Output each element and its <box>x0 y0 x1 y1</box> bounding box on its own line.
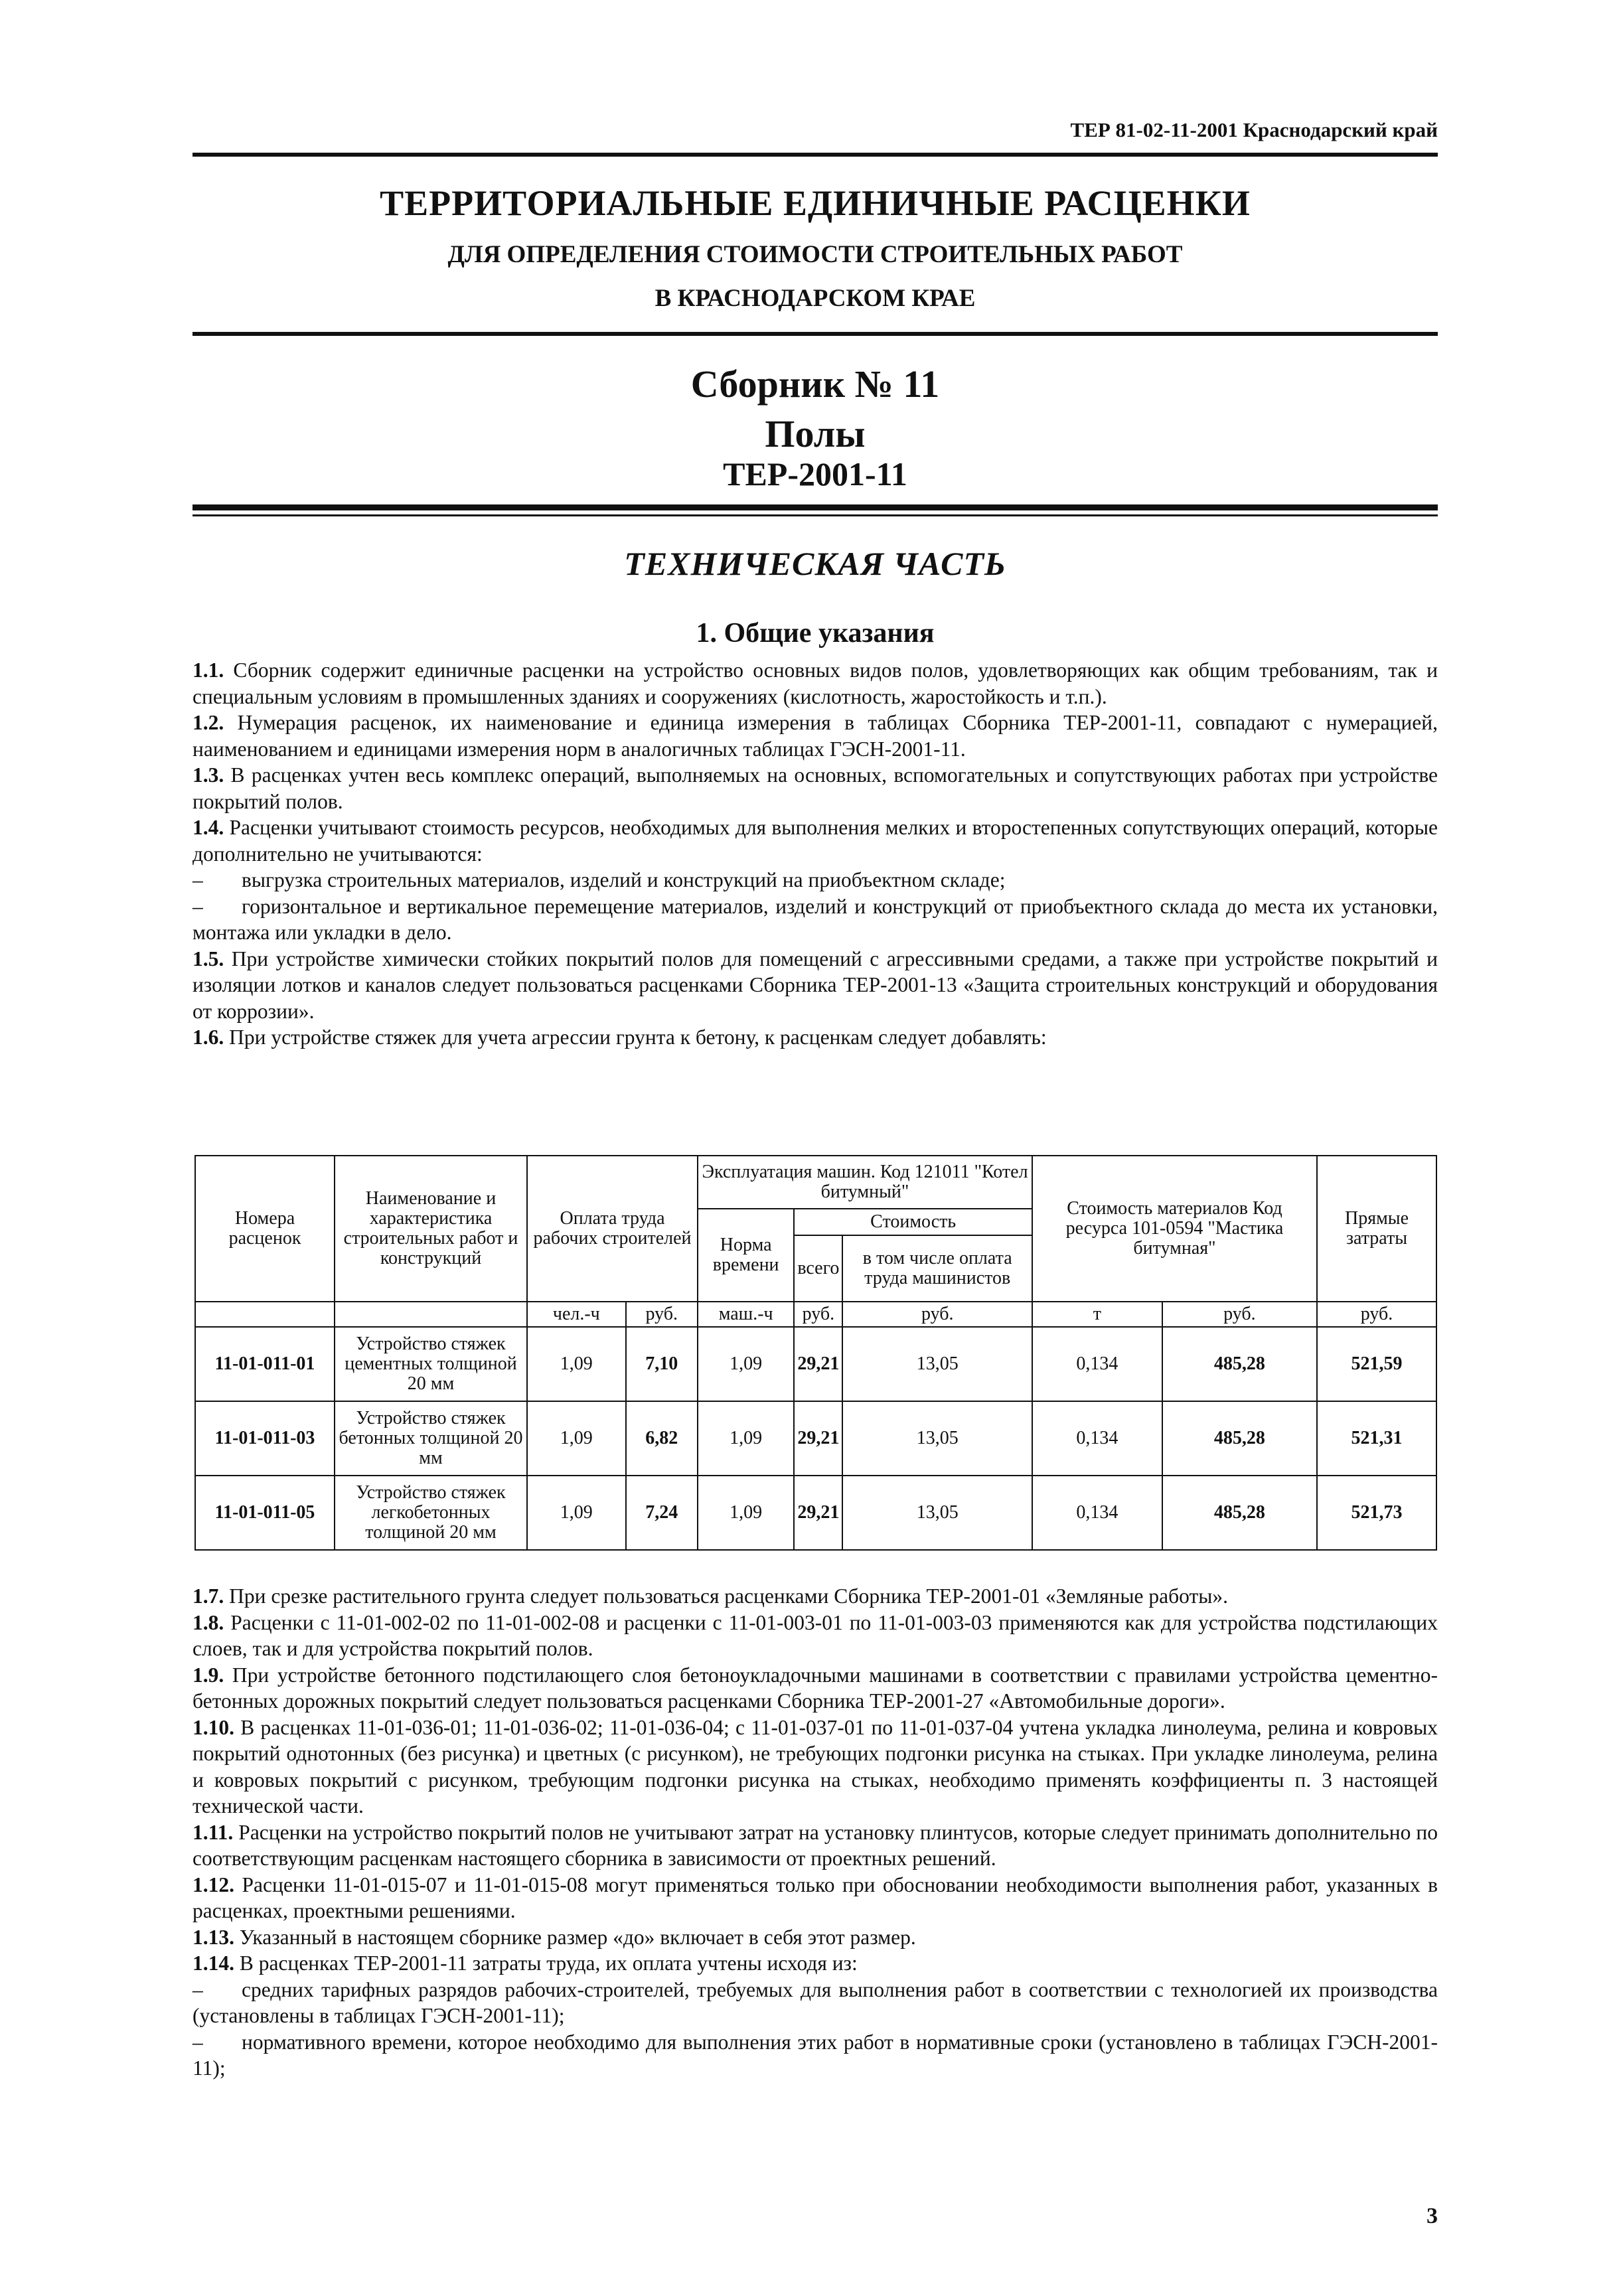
machine-incl: 13,05 <box>842 1476 1032 1550</box>
rate-code: 11-01-011-05 <box>195 1476 335 1550</box>
header-total: всего <box>794 1235 842 1302</box>
paragraph-1-4: 1.4. Расценки учитывают стоимость ресурсов, необходимых для выполнения мелких и второстепенных сопутствующих операций, которые дополнительно не учитываются: <box>193 816 1438 866</box>
header-norm-time: Норма времени <box>698 1209 794 1302</box>
machine-rub: 29,21 <box>794 1327 842 1401</box>
list-item: – нормативного времени, которое необходимо для выполнения этих работ в нормативные сроки (установлено в таблицах ГЭСН-2001-11); <box>193 2030 1438 2080</box>
paragraph-1-1: 1.1. Сборник содержит единичные расценки на устройство основных видов полов, удовлетворяющих как общим требованиям, так и специальным условиям в промышленных зданиях и сооружениях (кислотность, жаростойкость и т.п.). <box>193 658 1438 708</box>
labor-hours: 1,09 <box>527 1327 626 1401</box>
header-direct: Прямые затраты <box>1317 1156 1436 1302</box>
list-item: – выгрузка строительных материалов, изделий и конструкций на приобъектном складе; <box>193 868 1006 891</box>
header-rule <box>193 153 1438 157</box>
unit-cell: руб. <box>626 1302 698 1327</box>
paragraph-1-11: 1.11. Расценки на устройство покрытий полов не учитывают затрат на установку плинтусов, которые следует принимать дополнительно по соответствующим расценкам настоящего сборника в зависимости от проектных решений. <box>193 1820 1438 1870</box>
unit-cell: руб. <box>794 1302 842 1327</box>
paragraph-1-6: 1.6. При устройстве стяжек для учета агрессии грунта к бетону, к расценкам следует добавлять: <box>193 1026 1047 1049</box>
collection-code: ТЕР-2001-11 <box>723 455 907 493</box>
header-machines: Эксплуатация машин. Код 121011 "Котел битумный" <box>698 1156 1032 1209</box>
technical-part-heading: ТЕХНИЧЕСКАЯ ЧАСТЬ <box>624 545 1006 582</box>
unit-cell: руб. <box>1162 1302 1317 1327</box>
paragraph-1-8: 1.8. Расценки с 11-01-002-02 по 11-01-002-08 и расценки с 11-01-003-01 по 11-01-003-03 применяются как для устройства подстилающих слоев, так и для устройства покрытий полов. <box>193 1610 1438 1660</box>
header-cost: Стоимость <box>794 1209 1032 1235</box>
paragraph-1-2: 1.2. Нумерация расценок, их наименование и единица измерения в таблицах Сборника ТЕР-2001-11, совпадают с нумерацией, наименованием и единицами измерения норм в аналогичных таблицах ГЭСН-2001-11. <box>193 711 1438 761</box>
material-t: 0,134 <box>1032 1476 1162 1550</box>
paragraph-1-14: 1.14. В расценках ТЕР-2001-11 затраты труда, их оплата учтены исходя из: <box>193 1952 858 1975</box>
rate-code: 11-01-011-01 <box>195 1327 335 1401</box>
unit-cell: руб. <box>1317 1302 1436 1327</box>
machine-incl: 13,05 <box>842 1327 1032 1401</box>
section-heading: 1. Общие указания <box>696 618 935 649</box>
labor-rub: 7,24 <box>626 1476 698 1550</box>
machine-rub: 29,21 <box>794 1476 842 1550</box>
general-provisions-top <box>193 657 1438 1051</box>
unit-cell-empty <box>335 1302 527 1327</box>
material-rub: 485,28 <box>1162 1401 1317 1476</box>
rate-code: 11-01-011-03 <box>195 1401 335 1476</box>
header-number: Номера расценок <box>195 1156 335 1302</box>
rate-name: Устройство стяжек легкобетонных толщиной 20 мм <box>335 1476 527 1550</box>
rate-name: Устройство стяжек цементных толщиной 20 мм <box>335 1327 527 1401</box>
unit-cell: т <box>1032 1302 1162 1327</box>
labor-hours: 1,09 <box>527 1401 626 1476</box>
material-t: 0,134 <box>1032 1401 1162 1476</box>
collection-rule-thick <box>193 504 1438 510</box>
paragraph-1-5: 1.5. При устройстве химически стойких покрытий полов для помещений с агрессивными средами, а также при устройстве покрытий и изоляции лотков и каналов следует пользоваться расценками Сборника ТЕР-2001-13 «Защита строительных конструкций и оборудования от коррозии». <box>193 947 1438 1023</box>
general-provisions-bottom <box>193 1583 1438 2082</box>
header-labor: Оплата труда рабочих строителей <box>527 1156 698 1302</box>
table-row <box>195 1476 1436 1550</box>
machine-hours: 1,09 <box>698 1401 794 1476</box>
paragraph-1-9: 1.9. При устройстве бетонного подстилающего слоя бетоноукладочными машинами в соответствии с правилами устройства цементно-бетонных дорожных покрытий следует пользоваться расценками Сборника ТЕР-2001-27 «Автомобильные дороги». <box>193 1663 1438 1713</box>
machine-incl: 13,05 <box>842 1401 1032 1476</box>
unit-cell: маш.-ч <box>698 1302 794 1327</box>
main-title: ТЕРРИТОРИАЛЬНЫЕ ЕДИНИЧНЫЕ РАСЦЕНКИ <box>380 183 1251 223</box>
header-incl: в том числе оплата труда машинистов <box>842 1235 1032 1302</box>
header-materials: Стоимость материалов Код ресурса 101-0594 "Мастика битумная" <box>1032 1156 1317 1302</box>
machine-rub: 29,21 <box>794 1401 842 1476</box>
unit-cell: руб. <box>842 1302 1032 1327</box>
collection-rule-thin <box>193 514 1438 516</box>
material-rub: 485,28 <box>1162 1476 1317 1550</box>
paragraph-1-13: 1.13. Указанный в настоящем сборнике размер «до» включает в себя этот размер. <box>193 1925 916 1949</box>
unit-cell: чел.-ч <box>527 1302 626 1327</box>
list-item: – средних тарифных разрядов рабочих-строителей, требуемых для выполнения работ в соответствии с технологией их производства (установлены в таблицах ГЭСН-2001-11); <box>193 1977 1438 2027</box>
subtitle-2: В КРАСНОДАРСКОМ КРАЕ <box>655 285 976 312</box>
labor-rub: 6,82 <box>626 1401 698 1476</box>
collection-name: Полы <box>765 412 866 455</box>
page-number: 3 <box>1426 2204 1438 2228</box>
list-item: – горизонтальное и вертикальное перемещение материалов, изделий и конструкций от приобъектного склада до места их установки, монтажа или укладки в дело. <box>193 894 1438 944</box>
direct-costs: 521,73 <box>1317 1476 1436 1550</box>
paragraph-1-7: 1.7. При срезке растительного грунта следует пользоваться расценками Сборника ТЕР-2001-01 «Земляные работы». <box>193 1584 1229 1608</box>
labor-rub: 7,10 <box>626 1327 698 1401</box>
collection-number: Сборник № 11 <box>690 362 940 406</box>
table-row <box>195 1401 1436 1476</box>
paragraph-1-12: 1.12. Расценки 11-01-015-07 и 11-01-015-08 могут применяться только при обосновании необходимости выполнения работ, указанных в расценках, проектными решениями. <box>193 1873 1438 1922</box>
rate-name: Устройство стяжек бетонных толщиной 20 мм <box>335 1401 527 1476</box>
direct-costs: 521,59 <box>1317 1327 1436 1401</box>
paragraph-1-10: 1.10. В расценках 11-01-036-01; 11-01-036-02; 11-01-036-04; с 11-01-037-01 по 11-01-037-04 учтена укладка линолеума, релина и ковровых покрытий однотонных (без рисунка) и цветных (с рисунком), не требующих подгонки рисунка на стыках. При укладке линолеума, релина и ковровых покрытий с рисунком, требующим подгонки рисунка на стыках, необходимо применять коэффициенты п. 3 настоящей технической части. <box>193 1715 1438 1817</box>
labor-hours: 1,09 <box>527 1476 626 1550</box>
running-header: ТЕР 81-02-11-2001 Краснодарский край <box>1070 118 1438 141</box>
table-row <box>195 1327 1436 1401</box>
subtitle-1: ДЛЯ ОПРЕДЕЛЕНИЯ СТОИМОСТИ СТРОИТЕЛЬНЫХ РАБОТ <box>447 241 1183 268</box>
material-t: 0,134 <box>1032 1327 1162 1401</box>
header-name: Наименование и характеристика строительных работ и конструкций <box>335 1156 527 1302</box>
machine-hours: 1,09 <box>698 1327 794 1401</box>
unit-cell-empty <box>195 1302 335 1327</box>
surcharge-table <box>194 1155 1437 1551</box>
machine-hours: 1,09 <box>698 1476 794 1550</box>
paragraph-1-3: 1.3. В расценках учтен весь комплекс операций, выполняемых на основных, вспомогательных и сопутствующих работах при устройстве покрытий полов. <box>193 763 1438 813</box>
direct-costs: 521,31 <box>1317 1401 1436 1476</box>
title-rule <box>193 332 1438 336</box>
material-rub: 485,28 <box>1162 1327 1317 1401</box>
